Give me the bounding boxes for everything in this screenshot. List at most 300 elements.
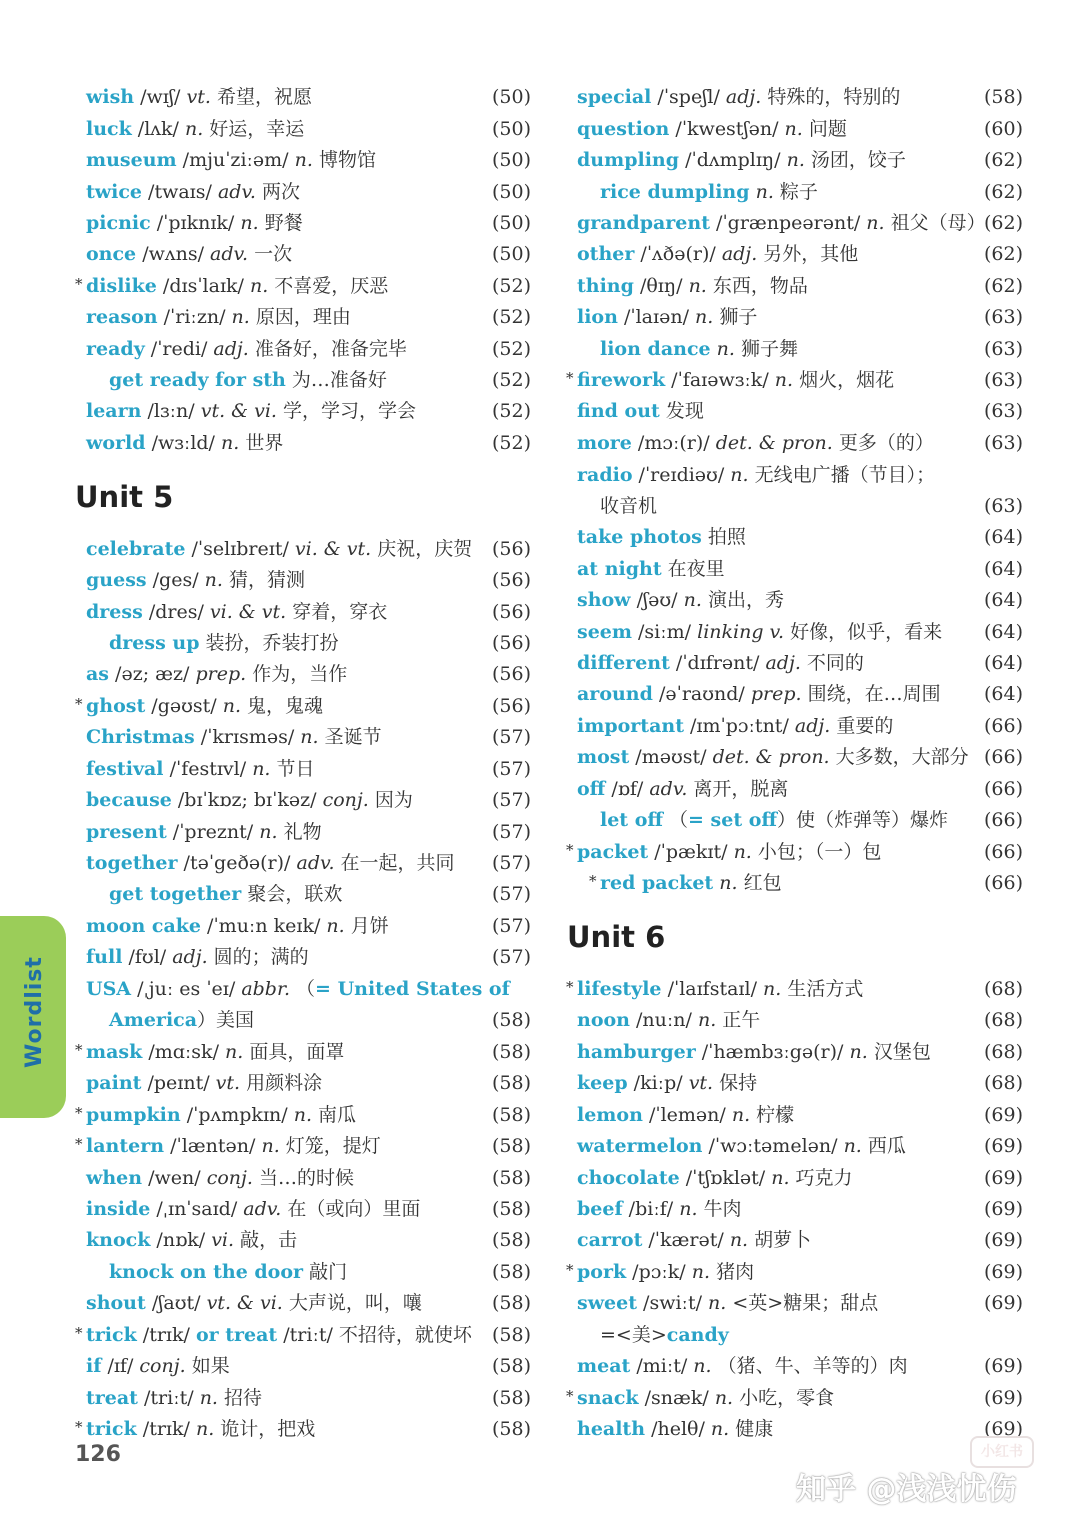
entry-page-ref: (52): [492, 369, 532, 391]
entry-part-of-speech: n.: [784, 118, 803, 140]
entry-word: wish: [86, 86, 135, 108]
entry-part-of-speech: adv.: [217, 181, 256, 203]
entry-phonetic: /trɪk/: [136, 1418, 196, 1440]
entry-part-of-speech: adj.: [213, 338, 249, 360]
wordlist-entry: [86, 1071, 322, 1095]
entry-part-of-speech: conj.: [206, 1167, 253, 1189]
entry-meaning: 作为，当作: [246, 663, 348, 685]
entry-phonetic: /ˌjuː es ˈeɪ/: [131, 978, 242, 1000]
entry-meaning: 猪肉: [710, 1261, 755, 1283]
entry-page-ref: (58): [492, 1167, 532, 1189]
entry-page-ref: (66): [984, 778, 1024, 800]
wordlist-entry: [566, 368, 895, 392]
entry-part-of-speech: n.: [691, 1261, 711, 1283]
entry-phonetic: /ʃəʊ/: [630, 589, 684, 611]
wordlist-entry: [577, 682, 941, 706]
entry-phonetic: /ˈlæntən/: [164, 1135, 262, 1157]
entry-meaning: 拍照: [707, 526, 746, 548]
entry-word: if: [86, 1355, 102, 1377]
entry-meaning: 如果: [185, 1355, 230, 1377]
entry-meaning: 庆祝，庆贺: [371, 538, 473, 560]
entry-phonetic: /ˈredi/: [144, 338, 214, 360]
entry-phonetic: /ˈkærət/: [642, 1229, 730, 1251]
entry-phonetic: /lɜːn/: [141, 400, 201, 422]
entry-page-ref: (64): [984, 683, 1024, 705]
entry-part-of-speech: adv.: [296, 852, 335, 874]
entry-phonetic: （: [662, 809, 689, 831]
entry-word: together: [86, 852, 178, 874]
wordlist-entry: [577, 1134, 906, 1158]
entry-meaning: 东西，物品: [706, 275, 808, 297]
entry-page-ref: (52): [492, 306, 532, 328]
wordlist-entry: [577, 305, 757, 329]
entry-word: special: [577, 86, 652, 108]
entry-phonetic: /ˈwɔːtəmelən/: [702, 1135, 844, 1157]
star-marker-icon: *: [589, 872, 597, 890]
star-marker-icon: *: [566, 978, 574, 996]
entry-word: rice dumpling: [600, 181, 750, 203]
wordlist-entry: [577, 148, 906, 172]
entry-page-ref: (62): [984, 275, 1024, 297]
wordlist-entry: [109, 631, 339, 655]
entry-part-of-speech: n.: [697, 1009, 717, 1031]
entry-part-of-speech: vt.: [688, 1072, 714, 1094]
entry-meaning: 重要的: [830, 715, 894, 737]
entry-meaning: 聚会，联欢: [247, 883, 343, 905]
entry-word: get ready for sth: [109, 369, 286, 391]
entry-phonetic: /ˈspeʃl/: [651, 86, 726, 108]
wordlist-entry: [577, 651, 864, 675]
entry-phonetic: /θɪŋ/: [633, 275, 689, 297]
entry-page-ref: (69): [984, 1104, 1024, 1126]
entry-meaning: 原因，理由: [249, 306, 351, 328]
entry-word: trick: [86, 1418, 137, 1440]
entry-part-of-speech: prep.: [195, 663, 247, 685]
entry-meaning: 礼物: [277, 821, 322, 843]
entry-word: ghost: [86, 695, 146, 717]
entry-meaning: 围绕，在…周围: [801, 683, 941, 705]
entry-meaning: 用颜料涂: [240, 1072, 323, 1094]
entry-phonetic: /dres/: [142, 601, 210, 623]
wordlist-entry: [86, 820, 322, 844]
entry-meaning: 另外，其他: [757, 243, 859, 265]
entry-meaning: 小吃，零食: [733, 1387, 835, 1409]
entry-part-of-speech: n.: [733, 841, 752, 863]
entry-phonetic: /gəʊst/: [145, 695, 223, 717]
entry-part-of-speech: n.: [259, 821, 278, 843]
entry-part-of-speech: n.: [252, 758, 271, 780]
entry-meaning: 收音机: [600, 495, 658, 517]
entry-page-ref: (68): [984, 1041, 1024, 1063]
star-marker-icon: *: [75, 695, 83, 713]
entry-word: lion dance: [600, 338, 711, 360]
entry-page-ref: (68): [984, 1072, 1024, 1094]
entry-word: dress: [86, 601, 143, 623]
wordlist-entry: [577, 588, 784, 612]
entry-phonetic: /mjuˈziːəm/: [176, 149, 295, 171]
entry-page-ref: (62): [984, 181, 1024, 203]
entry-page-ref: (58): [492, 1135, 532, 1157]
entry-meaning: 节日: [270, 758, 315, 780]
entry-phonetic: /əˈraʊnd/: [652, 683, 751, 705]
entry-page-ref: (56): [492, 695, 532, 717]
wordlist-entry: [86, 977, 510, 1001]
wordlist-entry: [600, 1323, 729, 1347]
entry-part-of-speech: n.: [240, 212, 259, 234]
entry-word: ready: [86, 338, 145, 360]
wordlist-entry: [577, 399, 704, 423]
entry-part-of-speech: n.: [249, 275, 269, 297]
entry-part-of-speech: adj.: [794, 715, 831, 737]
entry-part-of-speech: n.: [774, 369, 794, 391]
entry-word: when: [86, 1167, 143, 1189]
entry-word: packet: [577, 841, 649, 863]
wordlist-entry: [600, 494, 657, 518]
entry-phonetic: /ˈdɪfrənt/: [669, 652, 766, 674]
entry-part-of-speech: n.: [849, 1041, 868, 1063]
wordlist-entry: [86, 117, 304, 141]
entry-phonetic: /ˈpʌmpkɪn/: [180, 1104, 294, 1126]
entry-page-ref: (58): [492, 1418, 532, 1440]
entry-meaning: 敲门: [309, 1261, 348, 1283]
entry-page-ref: (58): [492, 1261, 532, 1283]
entry-part-of-speech: vt.: [186, 86, 211, 108]
entry-page-ref: (52): [492, 400, 532, 422]
entry-meaning: 小包；（一）包: [751, 841, 882, 863]
entry-word: festival: [86, 758, 164, 780]
entry-part-of-speech: adv.: [243, 1198, 282, 1220]
entry-word: hamburger: [577, 1041, 696, 1063]
wordlist-entry: [577, 431, 934, 455]
entry-word: lemon: [577, 1104, 643, 1126]
entry-word: carrot: [577, 1229, 643, 1251]
entry-phonetic: /ˈkrɪsməs/: [194, 726, 301, 748]
entry-page-ref: (52): [492, 275, 532, 297]
entry-meaning: 大多数，大部分: [829, 746, 969, 768]
entry-page-ref: (57): [492, 789, 532, 811]
wordlist-entry: [577, 1166, 853, 1190]
entry-meaning: 烟火，烟花: [793, 369, 895, 391]
entry-part-of-speech: vi.: [211, 1229, 235, 1251]
entry-page-ref: (56): [492, 663, 532, 685]
entry-meaning: 无线电广播（节目）；: [748, 464, 936, 486]
entry-part-of-speech: n.: [231, 306, 250, 328]
entry-page-ref: (50): [492, 149, 532, 171]
wordlist-entry: [86, 851, 455, 875]
entry-phonetic: /ˈgrænpeərənt/: [710, 212, 867, 234]
wordlist-entry: [86, 600, 387, 624]
unit-5-heading: Unit 5: [75, 480, 174, 514]
entry-phonetic: /lʌk/: [131, 118, 185, 140]
entry-page-ref: (63): [984, 338, 1024, 360]
wordlist-entry: [600, 808, 948, 832]
entry-part-of-speech: det. & pron.: [712, 746, 830, 768]
star-marker-icon: *: [75, 1135, 83, 1153]
entry-page-ref: (69): [984, 1292, 1024, 1314]
entry-phonetic: /ˈselɪbreɪt/: [185, 538, 295, 560]
entry-meaning: 诡计，把戏: [214, 1418, 316, 1440]
entry-meaning-tail: /triːt/ 不招待，就使坏: [277, 1324, 472, 1346]
star-marker-icon: *: [75, 1104, 83, 1122]
entry-meaning: 圆的；满的: [207, 946, 309, 968]
wordlist-side-tab-label: Wordlist: [22, 956, 47, 1068]
wordlist-entry: [577, 463, 935, 487]
entry-word: off: [577, 778, 606, 800]
wordlist-entry: [577, 1197, 742, 1221]
entry-meaning: 装扮，乔装打扮: [205, 632, 339, 654]
entry-meaning: 汉堡包: [867, 1041, 931, 1063]
entry-meaning: 穿着，穿衣: [286, 601, 388, 623]
star-marker-icon: *: [566, 1261, 574, 1279]
wordlist-entry: [86, 725, 382, 749]
star-marker-icon: *: [75, 1324, 83, 1342]
entry-page-ref: (56): [492, 569, 532, 591]
entry-page-ref: (58): [492, 1292, 532, 1314]
entry-word: trick: [86, 1324, 137, 1346]
entry-part-of-speech: n.: [222, 695, 241, 717]
entry-part-of-speech: vt. & vi.: [200, 400, 277, 422]
entry-phonetic: /ˈtʃɒklət/: [679, 1167, 772, 1189]
watermark-text: 知乎 @浅浅忧伤: [796, 1472, 1017, 1507]
entry-word: lantern: [86, 1135, 165, 1157]
entry-word: different: [577, 652, 670, 674]
entry-word: lion: [577, 306, 618, 328]
entry-word: mask: [86, 1041, 143, 1063]
wordlist-entry: [577, 714, 893, 738]
entry-part-of-speech: adv.: [210, 243, 249, 265]
entry-part-of-speech: n.: [225, 1041, 244, 1063]
entry-meaning: 大声说，叫，嚷: [282, 1292, 422, 1314]
entry-part-of-speech: linking v.: [697, 621, 785, 643]
entry-page-ref: (56): [492, 632, 532, 654]
wordlist-entry: [109, 1008, 254, 1032]
entry-phonetic: /siːm/: [631, 621, 698, 643]
entry-meaning: 正午: [716, 1009, 761, 1031]
entry-part-of-speech: n.: [683, 589, 702, 611]
wordlist-entry: [86, 399, 416, 423]
wordlist-entry: [109, 368, 387, 392]
entry-phonetic: /təˈgeðə(r)/: [177, 852, 297, 874]
entry-word: picnic: [86, 212, 151, 234]
entry-word: shout: [86, 1292, 146, 1314]
wordlist-entry: [75, 1040, 345, 1064]
entry-page-ref: (68): [984, 978, 1024, 1000]
entry-phonetic: /helθ/: [645, 1418, 711, 1440]
wordlist-entry: [566, 977, 864, 1001]
entry-phonetic: /ˈpækɪt/: [648, 841, 734, 863]
entry-phonetic: /mɑːsk/: [142, 1041, 226, 1063]
entry-page-ref: (63): [984, 369, 1024, 391]
entry-part-of-speech: abbr.: [241, 978, 290, 1000]
entry-extra-word: = set off: [688, 809, 777, 831]
unit-6-heading: Unit 6: [567, 920, 666, 954]
entry-extra-word: or treat: [195, 1324, 278, 1346]
entry-page-ref: (57): [492, 821, 532, 843]
entry-meaning: 汤团，饺子: [804, 149, 906, 171]
entry-phonetic: /miːt/: [630, 1355, 694, 1377]
wordlist-entry: [86, 337, 407, 361]
wordlist-entry: [86, 568, 305, 592]
entry-phonetic: /pɔːk/: [626, 1261, 692, 1283]
entry-word: because: [86, 789, 172, 811]
entry-page-ref: (66): [984, 872, 1024, 894]
entry-meaning: 希望，祝愿: [210, 86, 312, 108]
entry-part-of-speech: n.: [716, 338, 735, 360]
entry-part-of-speech: n.: [714, 1387, 734, 1409]
entry-word: dumpling: [577, 149, 680, 171]
entry-page-ref: (64): [984, 621, 1024, 643]
entry-meaning: 猜，猜测: [222, 569, 305, 591]
wordlist-entry: [86, 914, 389, 938]
entry-word: guess: [86, 569, 147, 591]
entry-phonetic: /ˌɪnˈsaɪd/: [150, 1198, 244, 1220]
entry-meaning: 因为: [368, 789, 413, 811]
page-number: 126: [75, 1442, 121, 1467]
entry-page-ref: (58): [492, 1104, 532, 1126]
entry-part-of-speech: adj.: [765, 652, 801, 674]
entry-meaning: 保持: [713, 1072, 758, 1094]
wordlist-entry: [577, 1417, 773, 1441]
entry-part-of-speech: n.: [730, 464, 749, 486]
star-marker-icon: *: [566, 1387, 574, 1405]
wordlist-entry: [577, 745, 969, 769]
entry-page-ref: (58): [492, 1198, 532, 1220]
entry-page-ref: (62): [984, 243, 1024, 265]
entry-word: lifestyle: [577, 978, 662, 1000]
wordlist-entry: [86, 1354, 230, 1378]
entry-page-ref: (66): [984, 841, 1024, 863]
entry-page-ref: (69): [984, 1167, 1024, 1189]
entry-word: watermelon: [577, 1135, 703, 1157]
entry-part-of-speech: conj.: [322, 789, 369, 811]
entry-phonetic: /ˈlemən/: [642, 1104, 732, 1126]
wordlist-entry: [566, 840, 882, 864]
entry-meaning: 红包: [737, 872, 782, 894]
entry-phonetic: /bɪˈkɒz; bɪˈkəz/: [171, 789, 323, 811]
entry-part-of-speech: n.: [184, 118, 204, 140]
entry-phonetic: /wɜːld/: [145, 432, 221, 454]
entry-part-of-speech: n.: [771, 1167, 790, 1189]
entry-word: Christmas: [86, 726, 195, 748]
entry-page-ref: (50): [492, 86, 532, 108]
entry-page-ref: (57): [492, 726, 532, 748]
entry-phonetic: /ʃaʊt/: [145, 1292, 207, 1314]
entry-page-ref: (64): [984, 589, 1024, 611]
entry-page-ref: (50): [492, 212, 532, 234]
entry-meaning: 当…的时候: [252, 1167, 355, 1189]
wordlist-entry: [86, 148, 376, 172]
entry-meaning: =<美>: [600, 1324, 667, 1346]
entry-word: luck: [86, 118, 132, 140]
entry-meaning: 学，学习，学会: [276, 400, 417, 422]
wordlist-entry: [109, 1260, 347, 1284]
entry-word: beef: [577, 1198, 623, 1220]
watermark-logo: 小红书: [970, 1436, 1034, 1468]
wordlist-entry: [577, 620, 942, 644]
entry-page-ref: (64): [984, 526, 1024, 548]
wordlist-entry: [75, 1323, 472, 1347]
entry-meaning: 牛肉: [697, 1198, 742, 1220]
entry-meaning: 粽子: [773, 181, 818, 203]
entry-part-of-speech: n.: [261, 1135, 280, 1157]
entry-part-of-speech: adj.: [721, 243, 758, 265]
entry-word: grandparent: [577, 212, 710, 234]
wordlist-entry: [577, 274, 808, 298]
entry-page-ref: (57): [492, 946, 532, 968]
wordlist-entry: [86, 180, 300, 204]
entry-word: USA: [86, 978, 132, 1000]
entry-phonetic: /wʌns/: [136, 243, 211, 265]
entry-meaning: 圣诞节: [318, 726, 382, 748]
entry-page-ref: (57): [492, 915, 532, 937]
entry-word: world: [86, 432, 146, 454]
entry-word: pork: [577, 1261, 627, 1283]
entry-word: pumpkin: [86, 1104, 181, 1126]
entry-part-of-speech: adv.: [649, 778, 688, 800]
entry-page-ref: (56): [492, 538, 532, 560]
entry-word: knock on the door: [109, 1261, 304, 1283]
wordlist-entry: [577, 1040, 931, 1064]
entry-part-of-speech: n.: [293, 1104, 312, 1126]
wordlist-entry: [577, 1228, 811, 1252]
entry-page-ref: (50): [492, 181, 532, 203]
wordlist-entry: [75, 1103, 357, 1127]
entry-meaning: （猪、牛、羊等的）肉: [711, 1355, 908, 1377]
entry-meaning: 为…准备好: [291, 369, 387, 391]
entry-part-of-speech: adj.: [172, 946, 208, 968]
entry-meaning: 在（或向）里面: [281, 1198, 421, 1220]
entry-part-of-speech: n.: [695, 306, 714, 328]
entry-word: treat: [86, 1387, 138, 1409]
entry-part-of-speech: n.: [843, 1135, 862, 1157]
entry-word: dislike: [86, 275, 157, 297]
entry-word: inside: [86, 1198, 151, 1220]
entry-word: sweet: [577, 1292, 638, 1314]
entry-part-of-speech: n.: [719, 872, 738, 894]
wordlist-entry: [86, 1291, 422, 1315]
entry-word: get together: [109, 883, 242, 905]
entry-word: other: [577, 243, 635, 265]
entry-part-of-speech: n.: [693, 1355, 712, 1377]
entry-phonetic: /məʊst/: [629, 746, 713, 768]
entry-phonetic: /biːf/: [622, 1198, 680, 1220]
entry-phonetic: /ˈdʌmplɪŋ/: [679, 149, 787, 171]
entry-extra-word: = United States of: [315, 978, 510, 1000]
entry-meaning: 两次: [255, 181, 301, 203]
entry-word: America: [109, 1009, 198, 1031]
entry-phonetic: /nɒk/: [150, 1229, 212, 1251]
entry-part-of-speech: n.: [204, 569, 223, 591]
entry-word: celebrate: [86, 538, 186, 560]
entry-meaning: 巧克力: [789, 1167, 853, 1189]
entry-page-ref: (57): [492, 883, 532, 905]
entry-part-of-speech: vi. & vt.: [294, 538, 372, 560]
entry-page-ref: (63): [984, 495, 1024, 517]
entry-phonetic: /wen/: [142, 1167, 207, 1189]
entry-page-ref: (52): [492, 432, 532, 454]
entry-meaning: <英>糖果；甜点: [726, 1292, 879, 1314]
entry-phonetic: /ˈʌðə(r)/: [634, 243, 722, 265]
entry-page-ref: (69): [984, 1135, 1024, 1157]
entry-meaning: 好像，似乎，看来: [784, 621, 943, 643]
entry-meaning: 发现: [665, 400, 704, 422]
wordlist-entry: [86, 757, 315, 781]
entry-word: find out: [577, 400, 660, 422]
entry-phonetic: /ˈpɪknɪk/: [150, 212, 241, 234]
entry-word: chocolate: [577, 1167, 680, 1189]
wordlist-entry: [86, 788, 413, 812]
entry-part-of-speech: vt.: [215, 1072, 241, 1094]
